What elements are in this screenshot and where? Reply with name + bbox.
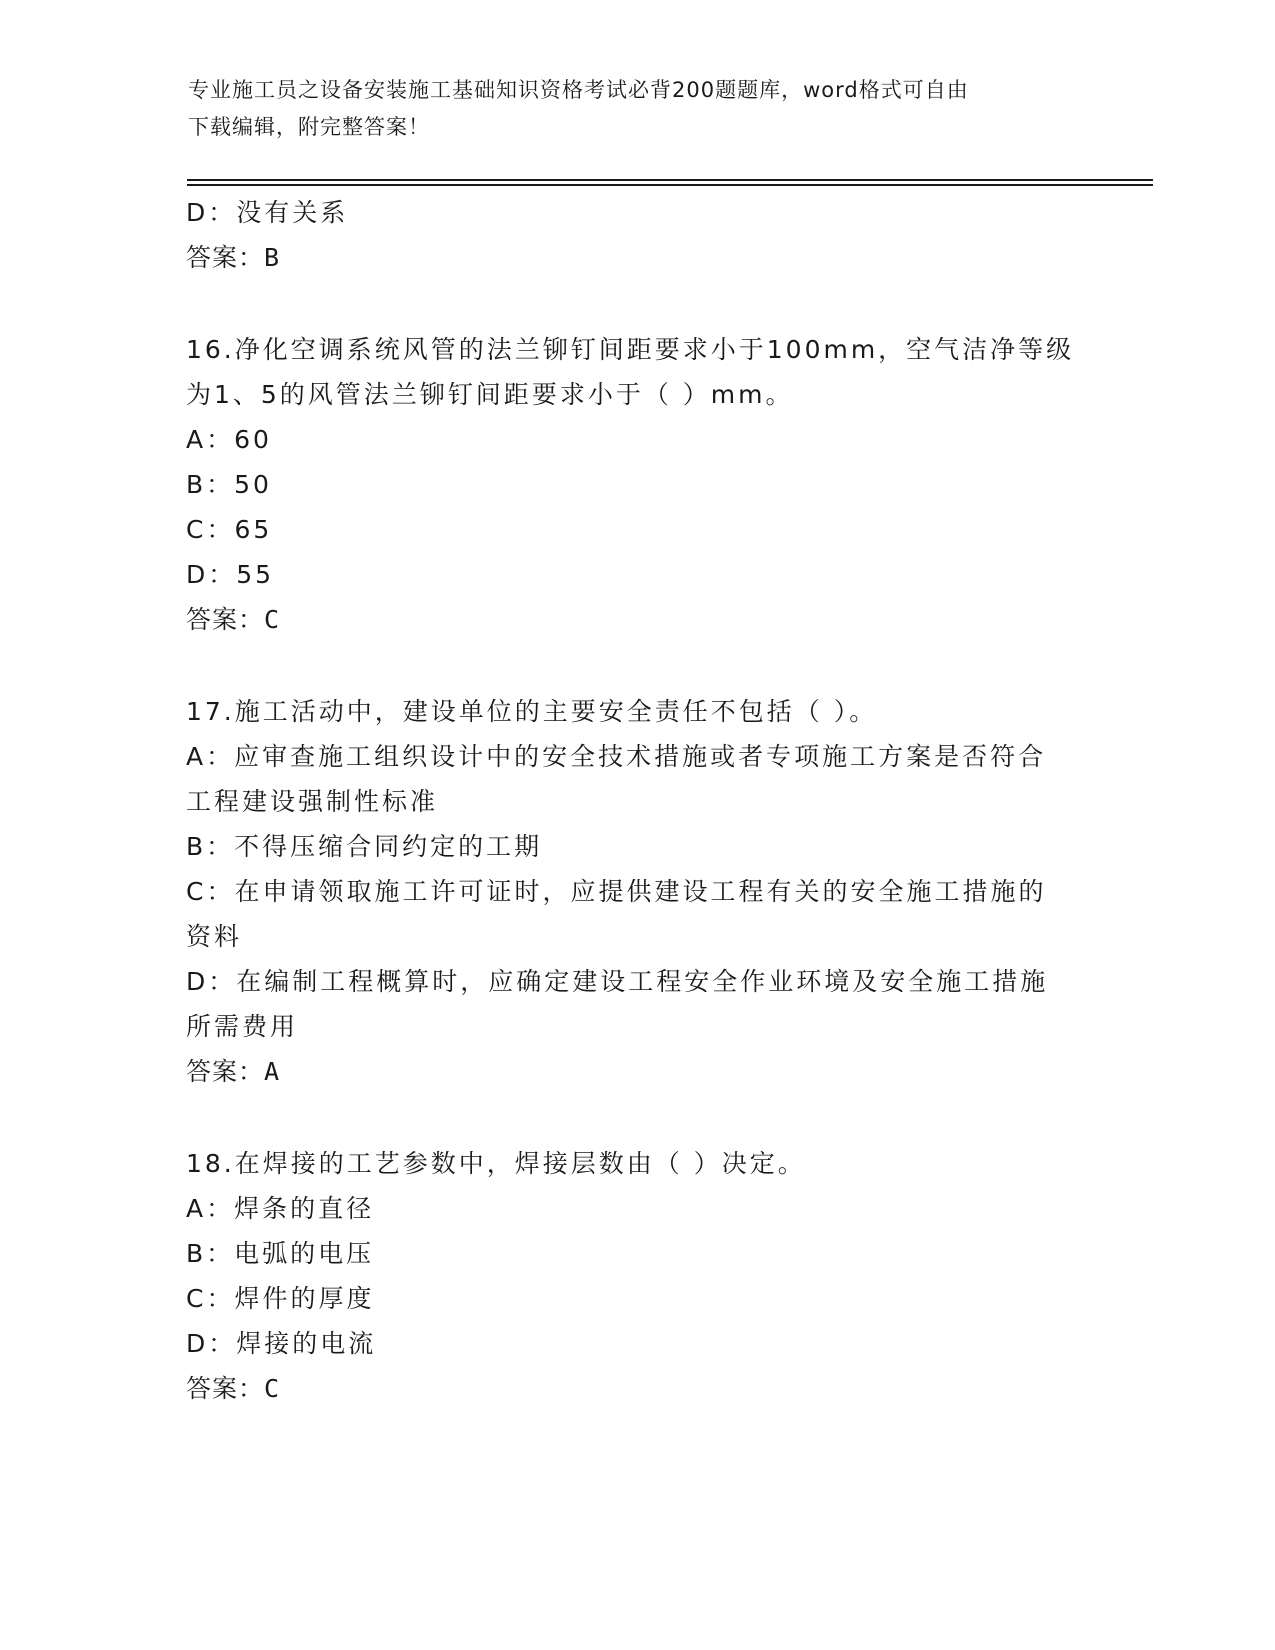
option-d: D：焊接的电流 (186, 1329, 377, 1358)
question-list (186, 190, 1086, 1411)
option-a: A：应审查施工组织设计中的安全技术措施或者专项施工方案是否符合 (186, 742, 1047, 771)
header-divider-bottom (187, 184, 1153, 186)
question-stem: 17.施工活动中，建设单位的主要安全责任不包括（ ）。 (186, 697, 878, 726)
option-d: D：没有关系 (186, 198, 349, 227)
page-header (188, 72, 1068, 146)
option-d: D：55 (186, 560, 275, 589)
answer: 答案：C (186, 1374, 281, 1403)
question-block-17 (186, 689, 1086, 1094)
header-title-line-1: 专业施工员之设备安装施工基础知识资格考试必背200题题库，word格式可自由 (188, 78, 969, 102)
option-d-continued: 所需费用 (186, 1012, 299, 1041)
option-a: A：60 (186, 425, 272, 454)
option-c: C：焊件的厚度 (186, 1284, 375, 1313)
option-d: D：在编制工程概算时，应确定建设工程安全作业环境及安全施工措施 (186, 967, 1049, 996)
option-c: C：65 (186, 515, 273, 544)
option-c-continued: 资料 (186, 922, 243, 951)
option-a: A：焊条的直径 (186, 1194, 375, 1223)
question-stem: 16.净化空调系统风管的法兰铆钉间距要求小于100mm，空气洁净等级 (186, 335, 1075, 364)
question-block-15 (186, 190, 1086, 280)
question-block-16 (186, 327, 1086, 642)
question-stem-continued: 为1、5的风管法兰铆钉间距要求小于（ ）mm。 (186, 380, 794, 409)
option-b: B：不得压缩合同约定的工期 (186, 832, 543, 861)
option-c: C：在申请领取施工许可证时，应提供建设工程有关的安全施工措施的 (186, 877, 1047, 906)
option-a-continued: 工程建设强制性标准 (186, 787, 439, 816)
answer: 答案：A (186, 1057, 281, 1086)
answer: 答案：C (186, 605, 281, 634)
header-title-line-2: 下载编辑，附完整答案！ (188, 115, 430, 139)
header-divider-top (187, 179, 1153, 181)
option-b: B：电弧的电压 (186, 1239, 375, 1268)
answer: 答案：B (186, 243, 281, 272)
question-block-18 (186, 1141, 1086, 1411)
option-b: B：50 (186, 470, 272, 499)
question-stem: 18.在焊接的工艺参数中，焊接层数由（ ）决定。 (186, 1149, 806, 1178)
